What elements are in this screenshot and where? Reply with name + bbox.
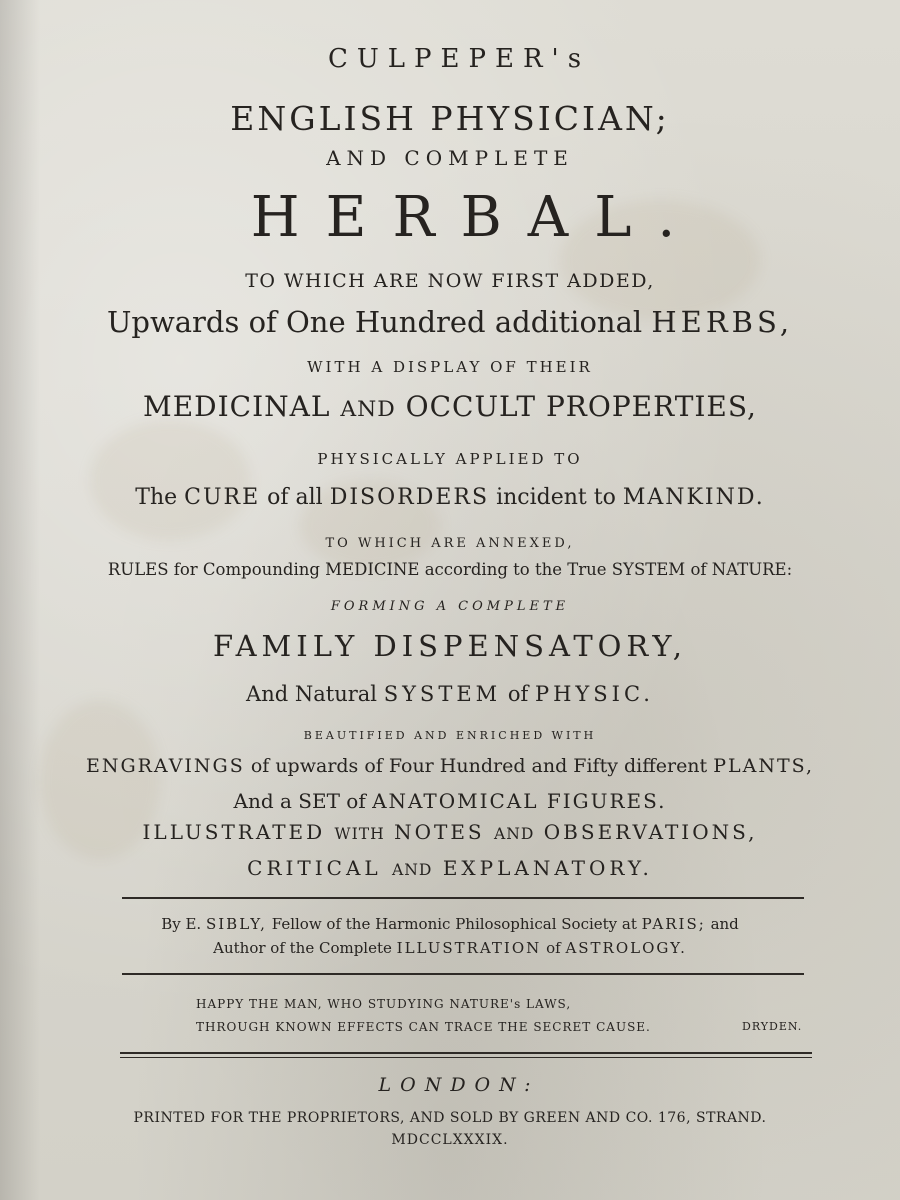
disorders-word: DISORDERS — [329, 485, 490, 510]
critical-word: CRITICAL — [247, 856, 382, 880]
illustrated-word: ILLUSTRATED — [142, 820, 326, 844]
line-forming: FORMING A COMPLETE — [330, 599, 570, 614]
double-rule-bottom — [120, 1057, 812, 1058]
rules-word: RULES — [107, 560, 169, 579]
observations-word: OBSERVATIONS, — [543, 820, 758, 844]
line-display: WITH A DISPLAY OF THEIR — [307, 358, 593, 376]
herbs-word: HERBS, — [651, 305, 794, 339]
plants-word: PLANTS, — [713, 755, 815, 777]
nature-word: NATURE: — [711, 560, 793, 579]
imprint-date: MDCCLXXXIX. — [391, 1132, 509, 1148]
motto-attribution: DRYDEN. — [742, 1020, 803, 1033]
cure-word: CURE — [184, 485, 261, 510]
astrology-word: ASTROLOGY. — [565, 939, 687, 957]
incident-text: incident to — [496, 485, 616, 510]
imprint-city: LONDON: — [378, 1074, 540, 1096]
double-rule-top — [120, 1052, 812, 1054]
line-physically: PHYSICALLY APPLIED TO — [317, 450, 583, 468]
line-first-added: TO WHICH ARE NOW FIRST ADDED, — [245, 270, 655, 292]
divider-rule — [122, 973, 804, 975]
imprint-printer: PRINTED FOR THE PROPRIETORS, AND SOLD BY GREEN AND CO. 176, STRAND. — [133, 1110, 767, 1126]
line-illustrated — [0, 822, 900, 843]
line-medicinal — [0, 390, 900, 423]
motto-line-1: HAPPY THE MAN, WHO STUDYING NATURE's LAWS, — [196, 997, 572, 1011]
mankind-word: MANKIND. — [622, 485, 765, 510]
author-byline — [0, 917, 900, 932]
and-word: AND — [392, 861, 433, 879]
system-word: SYSTEM — [611, 560, 686, 579]
line-critical — [0, 858, 900, 879]
fellow-text: Fellow of the Harmonic Philosophical Society at — [271, 915, 637, 933]
engravings-text: of upwards of Four Hundred and Fifty different — [250, 755, 708, 777]
according-text: according to the True — [424, 560, 607, 579]
set-word: SET — [298, 789, 340, 813]
and-natural-text: And Natural — [246, 682, 377, 706]
of-text: of — [690, 560, 707, 579]
divider-rule — [122, 897, 804, 899]
line-cure — [0, 487, 900, 509]
heading-herbal: HERBAL. — [250, 185, 702, 250]
line-anatomical — [0, 791, 900, 811]
system-word: SYSTEM — [383, 682, 502, 706]
the-word: The — [135, 485, 178, 510]
paris-word: PARIS; — [641, 915, 706, 933]
motto-line-2: THROUGH KNOWN EFFECTS CAN TRACE THE SECRET CAUSE. — [196, 1020, 651, 1034]
and-text: and — [710, 915, 739, 933]
notes-word: NOTES — [394, 820, 485, 844]
upwards-text: Upwards of One Hundred additional — [106, 305, 643, 339]
paper-stain — [90, 420, 250, 540]
anatomical-figures: ANATOMICAL FIGURES. — [372, 789, 667, 813]
engravings-word: ENGRAVINGS — [85, 755, 245, 777]
illustration-word: ILLUSTRATION — [396, 939, 542, 957]
heading-english-physician: ENGLISH PHYSICIAN; — [230, 99, 670, 138]
and-word: AND — [494, 825, 535, 843]
line-rules — [0, 562, 900, 579]
line-upwards — [0, 305, 900, 339]
of-all-text: of all — [267, 485, 323, 510]
author-text: Author of the Complete — [213, 939, 392, 957]
line-annexed: TO WHICH ARE ANNEXED, — [325, 536, 575, 551]
and-a-text: And a — [233, 789, 292, 813]
heading-family-dispensatory: FAMILY DISPENSATORY, — [213, 629, 687, 663]
line-engravings — [0, 757, 900, 776]
and-word: AND — [340, 397, 396, 422]
for-compounding-text: for Compounding — [173, 560, 320, 579]
author-credits — [0, 941, 900, 956]
heading-and-complete: AND COMPLETE — [326, 146, 574, 170]
occult-properties: OCCULT PROPERTIES, — [405, 390, 757, 423]
of-text: of — [346, 789, 366, 813]
heading-culpeper: CULPEPER's — [327, 44, 591, 74]
of-text: of — [546, 939, 561, 957]
medicine-word: MEDICINE — [325, 560, 420, 579]
medicinal-word: MEDICINAL — [143, 390, 331, 423]
of-text: of — [507, 682, 529, 706]
by-text: By E. — [161, 915, 202, 933]
with-word: WITH — [334, 825, 385, 843]
sibly-name: SIBLY, — [205, 915, 267, 933]
line-beautified: BEAUTIFIED AND ENRICHED WITH — [303, 729, 597, 742]
physic-word: PHYSIC. — [534, 682, 654, 706]
line-natural-system — [0, 684, 900, 705]
explanatory-word: EXPLANATORY. — [442, 856, 653, 880]
